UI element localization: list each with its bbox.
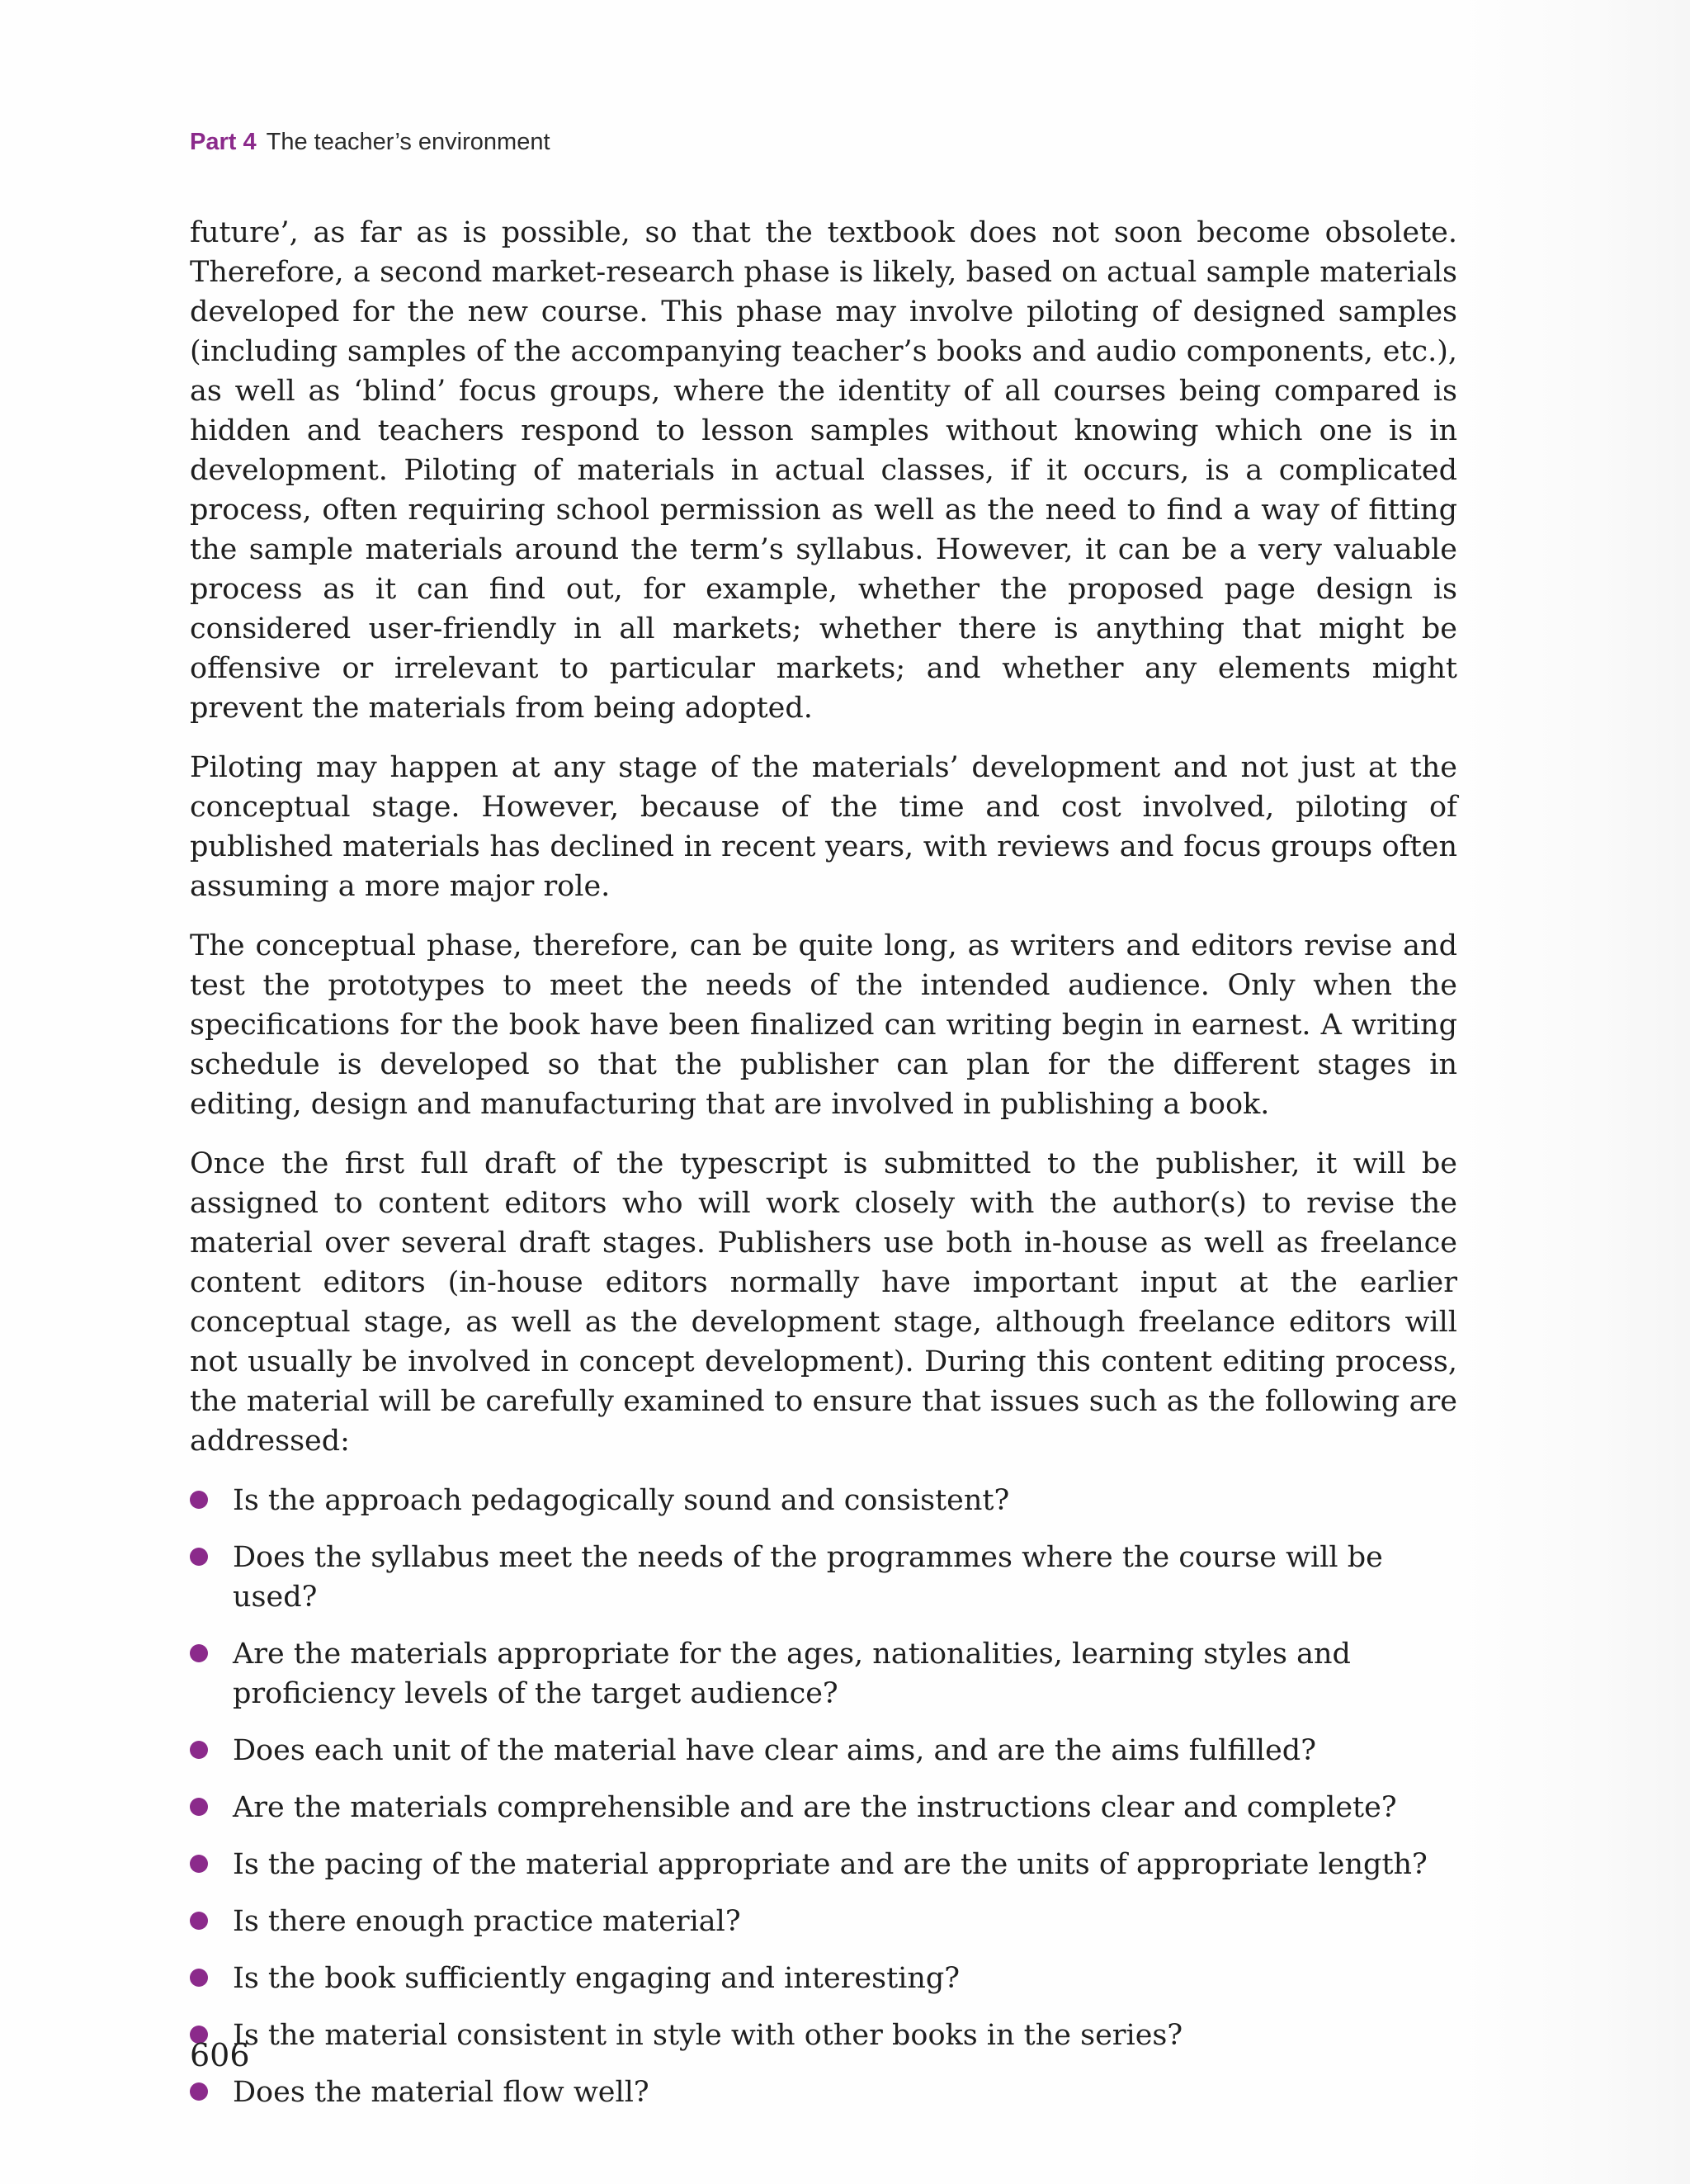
section-title: The teacher’s environment bbox=[266, 129, 550, 155]
running-head bbox=[190, 129, 550, 156]
list-item bbox=[190, 1845, 1457, 1884]
bullet-dot-icon bbox=[190, 1912, 208, 1930]
bullet-dot-icon bbox=[190, 1798, 208, 1816]
list-item bbox=[190, 2073, 1457, 2112]
list-item bbox=[190, 1538, 1457, 1617]
list-item-text: Is the pacing of the material appropriate and are the units of appropriate length? bbox=[233, 1848, 1428, 1881]
bullet-dot-icon bbox=[190, 2082, 208, 2101]
list-item-text: Is the material consistent in style with other books in the series? bbox=[233, 2019, 1183, 2052]
list-item bbox=[190, 2016, 1457, 2055]
page-edge-shading bbox=[1452, 0, 1690, 2184]
list-item bbox=[190, 1788, 1457, 1827]
list-item-text: Does the material flow well? bbox=[233, 2076, 649, 2109]
bullet-dot-icon bbox=[190, 1741, 208, 1759]
bullet-dot-icon bbox=[190, 1855, 208, 1873]
page-number: 606 bbox=[190, 2037, 250, 2073]
paragraph: Piloting may happen at any stage of the materials’ development and not just at the conceptual stage. However, because of the time and cost involved, piloting of published materials has declined in recent years, with reviews and focus groups often assuming a more major role. bbox=[190, 751, 1457, 903]
bullet-dot-icon bbox=[190, 1644, 208, 1662]
list-item-text: Is the approach pedagogically sound and consistent? bbox=[233, 1484, 1010, 1517]
list-item bbox=[190, 1959, 1457, 1998]
list-item-text: Is the book sufficiently engaging and interesting? bbox=[233, 1962, 961, 1995]
list-item bbox=[190, 1481, 1457, 1520]
list-item bbox=[190, 1902, 1457, 1941]
bullet-dot-icon bbox=[190, 1548, 208, 1566]
bullet-dot-icon bbox=[190, 1491, 208, 1509]
list-item-text: Does each unit of the material have clear aims, and are the aims fulfilled? bbox=[233, 1734, 1316, 1767]
bullet-dot-icon bbox=[190, 1969, 208, 1987]
paragraph: future’, as far as is possible, so that the textbook does not soon become obsolete. Therefore, a second market-research phase is likely, based on actual sample materials developed for the new course. This phase may involve piloting of designed samples (including samples of the accompanying teacher’s books and audio components, etc.), as well as ‘blind’ focus groups, where the identity of all courses being compared is hidden and teachers respond to lesson samples without knowing which one is in development. Piloting of materials in actual classes, if it occurs, is a complicated process, often requiring school permission as well as the need to find a way of fitting the sample materials around the term’s syllabus. However, it can be a very valuable process as it can find out, for example, whether the proposed page design is considered user-friendly in all markets; whether there is anything that might be offensive or irrelevant to particular markets; and whether any elements might prevent the materials from being adopted. bbox=[190, 216, 1457, 725]
list-item-text: Are the materials comprehensible and are the instructions clear and complete? bbox=[233, 1791, 1397, 1824]
list-item bbox=[190, 1634, 1457, 1714]
checklist bbox=[190, 1481, 1457, 2112]
part-label: Part 4 bbox=[190, 129, 257, 155]
paragraph: Once the first full draft of the typescript is submitted to the publisher, it will be assigned to content editors who will work closely with the author(s) to revise the material over several draft stages. Publishers use both in-house as well as freelance content editors (in-house editors normally have important input at the earlier conceptual stage, as well as the development stage, although freelance editors will not usually be involved in concept development). During this content editing process, the material will be carefully examined to ensure that issues such as the following are addressed: bbox=[190, 1147, 1457, 1458]
list-item-text: Does the syllabus meet the needs of the programmes where the course will be used? bbox=[233, 1541, 1383, 1614]
list-item bbox=[190, 1731, 1457, 1770]
body-text bbox=[190, 213, 1457, 2130]
list-item-text: Is there enough practice material? bbox=[233, 1905, 741, 1938]
paragraph: The conceptual phase, therefore, can be quite long, as writers and editors revise and test the prototypes to meet the needs of the intended audience. Only when the specifications for the book have been finalized can writing begin in earnest. A writing schedule is developed so that the publisher can plan for the different stages in editing, design and manufacturing that are involved in publishing a book. bbox=[190, 929, 1457, 1121]
list-item-text: Are the materials appropriate for the ages, nationalities, learning styles and proficiency levels of the target audience? bbox=[233, 1638, 1351, 1710]
